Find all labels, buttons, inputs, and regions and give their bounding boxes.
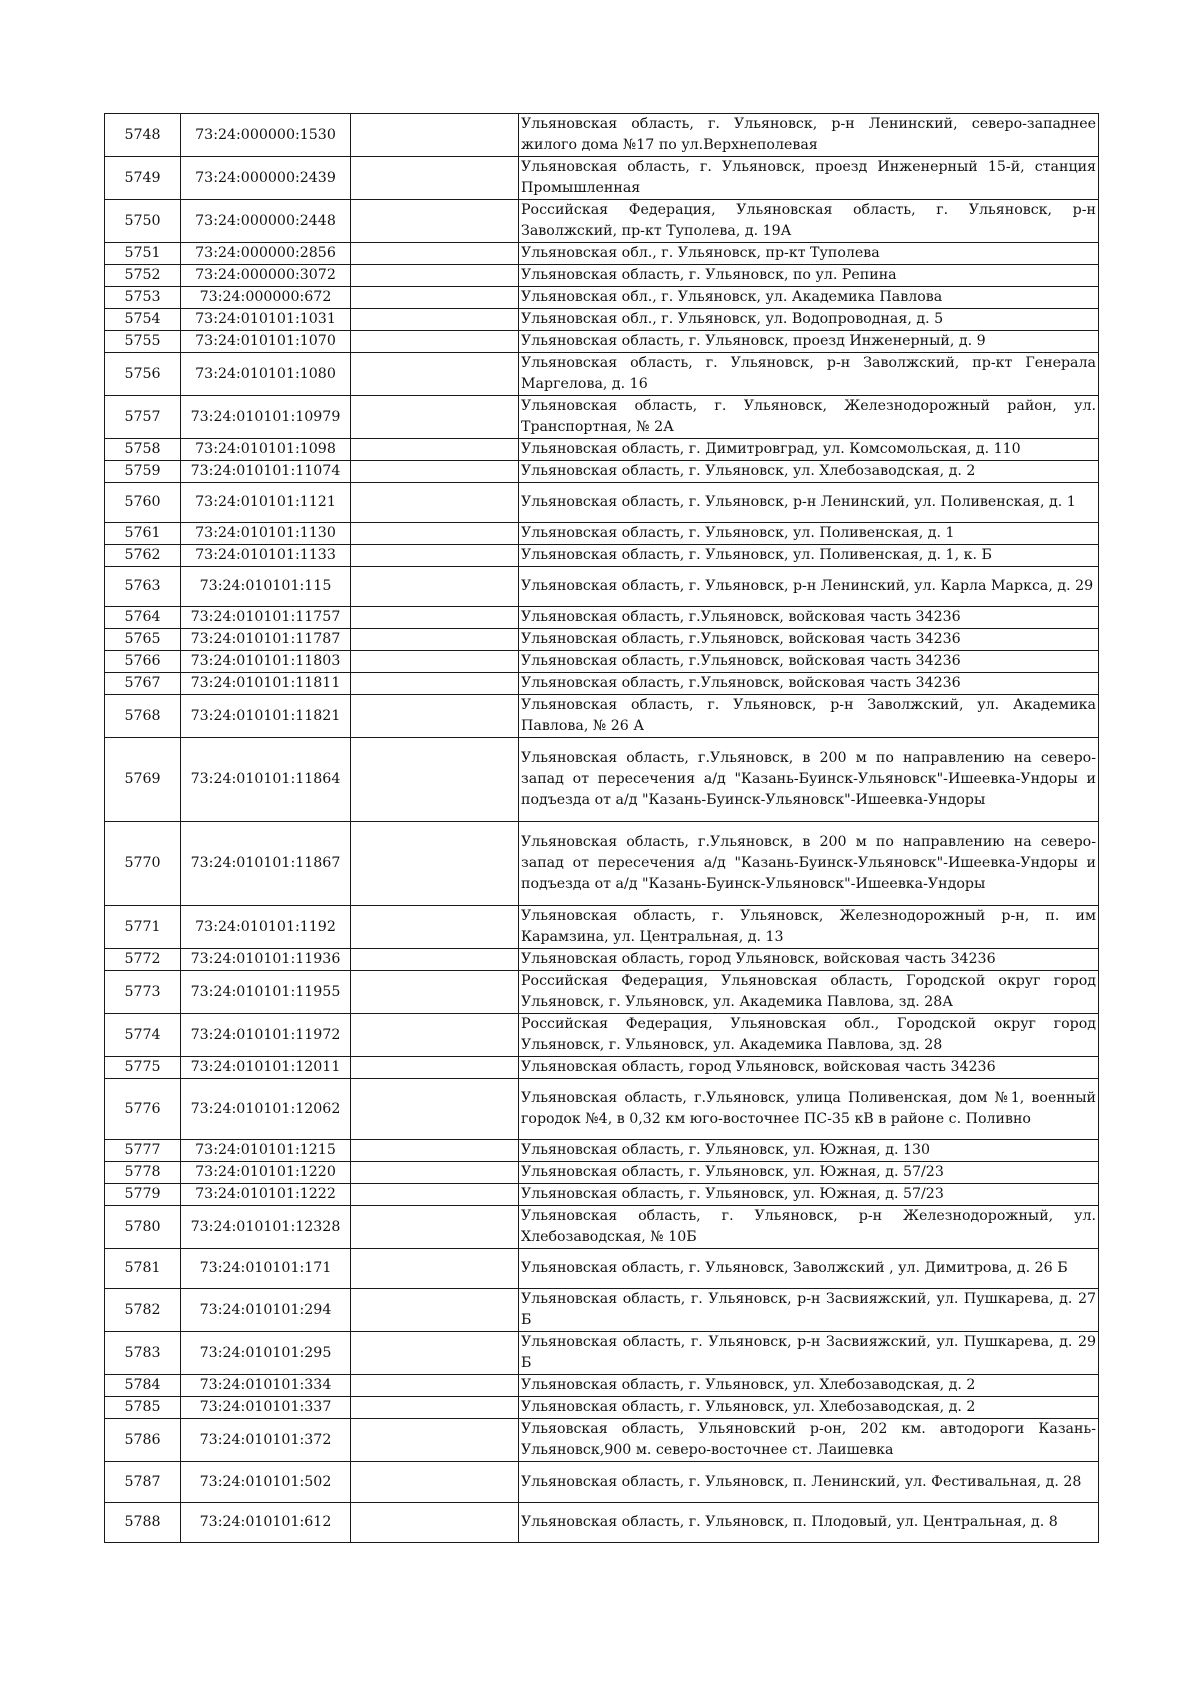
cadastral-number: 73:24:010101:612 (181, 1503, 351, 1543)
table-row (105, 200, 1099, 243)
empty-cell (351, 1057, 519, 1079)
row-number: 5781 (105, 1249, 181, 1289)
row-number: 5753 (105, 287, 181, 309)
cadastral-number: 73:24:010101:11867 (181, 822, 351, 906)
cadastral-number: 73:24:010101:1215 (181, 1140, 351, 1162)
row-number: 5778 (105, 1162, 181, 1184)
address: Российская Федерация, Ульяновская область, Городской округ город Ульяновск, г. Ульяновск, ул. Академика Павлова, зд. 28А (519, 971, 1099, 1014)
table-row (105, 1375, 1099, 1397)
address: Ульяновская область, г. Ульяновск, Заволжский , ул. Димитрова, д. 26 Б (519, 1249, 1099, 1289)
table-row (105, 243, 1099, 265)
cadastral-number: 73:24:010101:12011 (181, 1057, 351, 1079)
empty-cell (351, 567, 519, 607)
row-number: 5787 (105, 1462, 181, 1503)
empty-cell (351, 949, 519, 971)
empty-cell (351, 906, 519, 949)
row-number: 5769 (105, 738, 181, 822)
empty-cell (351, 461, 519, 483)
address: Ульяовская область, Ульяновский р-он, 202 км. автодороги Казань-Ульяновск,900 м. северо-восточнее ст. Лаишевка (519, 1419, 1099, 1462)
address: Ульяновская область, г. Ульяновск, по ул. Репина (519, 265, 1099, 287)
empty-cell (351, 738, 519, 822)
row-number: 5784 (105, 1375, 181, 1397)
table-row (105, 949, 1099, 971)
cadastral-number: 73:24:010101:11864 (181, 738, 351, 822)
row-number: 5763 (105, 567, 181, 607)
address: Ульяновская область, г. Ульяновск, р-н Заволжский, пр-кт Генерала Маргелова, д. 16 (519, 353, 1099, 396)
address: Ульяновская область, г. Ульяновск, ул. Поливенская, д. 1 (519, 523, 1099, 545)
row-number: 5780 (105, 1206, 181, 1249)
address: Ульяновская область, г. Ульяновск, р-н Засвияжский, ул. Пушкарева, д. 29 Б (519, 1332, 1099, 1375)
address: Ульяновская область, г.Ульяновск, войсковая часть 34236 (519, 607, 1099, 629)
address: Ульяновская область, г. Ульяновск, р-н Засвияжский, ул. Пушкарева, д. 27 Б (519, 1289, 1099, 1332)
table-row (105, 461, 1099, 483)
cadastral-number: 73:24:010101:1192 (181, 906, 351, 949)
table-row (105, 695, 1099, 738)
cadastral-number: 73:24:010101:372 (181, 1419, 351, 1462)
cadastral-number: 73:24:010101:1130 (181, 523, 351, 545)
empty-cell (351, 673, 519, 695)
cadastral-number: 73:24:010101:11821 (181, 695, 351, 738)
table-row (105, 1249, 1099, 1289)
address: Ульяновская область, г. Ульяновск, р-н Ленинский, северо-западнее жилого дома №17 по ул.Верхнеполевая (519, 114, 1099, 157)
address: Ульяновская область, г. Ульяновск, ул. Поливенская, д. 1, к. Б (519, 545, 1099, 567)
table-row (105, 1162, 1099, 1184)
table-row (105, 822, 1099, 906)
address: Ульяновская область, г.Ульяновск, в 200 м по направлению на северо-запад от пересечения а/д "Казань-Буинск-Ульяновск"-Ишеевка-Ундоры и подъезда от а/д "Казань-Буинск-Ульяновск"-Ишеевка-Ундоры (519, 822, 1099, 906)
cadastral-number: 73:24:010101:1070 (181, 331, 351, 353)
cadastral-number: 73:24:010101:1222 (181, 1184, 351, 1206)
empty-cell (351, 1140, 519, 1162)
row-number: 5750 (105, 200, 181, 243)
address: Ульяновская область, г. Ульяновск, р-н Ленинский, ул. Поливенская, д. 1 (519, 483, 1099, 523)
row-number: 5759 (105, 461, 181, 483)
address: Ульяновская область, г.Ульяновск, в 200 м по направлению на северо-запад от пересечения а/д "Казань-Буинск-Ульяновск"-Ишеевка-Ундоры и подъезда от а/д "Казань-Буинск-Ульяновск"-Ишеевка-Ундоры (519, 738, 1099, 822)
empty-cell (351, 1375, 519, 1397)
row-number: 5773 (105, 971, 181, 1014)
row-number: 5772 (105, 949, 181, 971)
table-row (105, 673, 1099, 695)
row-number: 5775 (105, 1057, 181, 1079)
address: Ульяновская область, г. Ульяновск, р-н Ленинский, ул. Карла Маркса, д. 29 (519, 567, 1099, 607)
cadastral-number: 73:24:010101:11811 (181, 673, 351, 695)
address: Российская Федерация, Ульяновская область, г. Ульяновск, р-н Заволжский, пр-кт Туполева, д. 19А (519, 200, 1099, 243)
empty-cell (351, 607, 519, 629)
address: Ульяновская область, г. Ульяновск, ул. Южная, д. 57/23 (519, 1162, 1099, 1184)
empty-cell (351, 1503, 519, 1543)
table-row (105, 523, 1099, 545)
address: Ульяновская область, г. Ульяновск, ул. Хлебозаводская, д. 2 (519, 1375, 1099, 1397)
cadastral-number: 73:24:010101:502 (181, 1462, 351, 1503)
row-number: 5767 (105, 673, 181, 695)
cadastral-number: 73:24:010101:1133 (181, 545, 351, 567)
empty-cell (351, 971, 519, 1014)
table-row (105, 1332, 1099, 1375)
address: Ульяновская область, г. Ульяновск, Железнодорожный район, ул. Транспортная, № 2А (519, 396, 1099, 439)
table-row (105, 607, 1099, 629)
row-number: 5755 (105, 331, 181, 353)
cadastral-number: 73:24:000000:2448 (181, 200, 351, 243)
table-row (105, 396, 1099, 439)
row-number: 5748 (105, 114, 181, 157)
table-row (105, 567, 1099, 607)
empty-cell (351, 287, 519, 309)
empty-cell (351, 353, 519, 396)
empty-cell (351, 1249, 519, 1289)
row-number: 5761 (105, 523, 181, 545)
address: Ульяновская область, г.Ульяновск, войсковая часть 34236 (519, 673, 1099, 695)
table-row (105, 1057, 1099, 1079)
row-number: 5756 (105, 353, 181, 396)
row-number: 5754 (105, 309, 181, 331)
address: Ульяновская область, г.Ульяновск, улица Поливенская, дом №1, военный городок №4, в 0,32 км юго-восточнее ПС-35 кВ в районе с. Поливно (519, 1079, 1099, 1140)
cadastral-number: 73:24:010101:1220 (181, 1162, 351, 1184)
table-row (105, 1419, 1099, 1462)
cadastral-number: 73:24:010101:11803 (181, 651, 351, 673)
row-number: 5771 (105, 906, 181, 949)
table-row (105, 738, 1099, 822)
empty-cell (351, 331, 519, 353)
row-number: 5758 (105, 439, 181, 461)
cadastral-number: 73:24:000000:3072 (181, 265, 351, 287)
row-number: 5779 (105, 1184, 181, 1206)
address: Ульяновская область, г. Ульяновск, ул. Хлебозаводская, д. 2 (519, 461, 1099, 483)
row-number: 5783 (105, 1332, 181, 1375)
table-row (105, 353, 1099, 396)
empty-cell (351, 1419, 519, 1462)
table-row (105, 114, 1099, 157)
empty-cell (351, 200, 519, 243)
empty-cell (351, 309, 519, 331)
cadastral-number: 73:24:010101:11955 (181, 971, 351, 1014)
cadastral-number: 73:24:010101:12328 (181, 1206, 351, 1249)
table-row (105, 545, 1099, 567)
cadastral-number: 73:24:010101:11757 (181, 607, 351, 629)
row-number: 5777 (105, 1140, 181, 1162)
row-number: 5776 (105, 1079, 181, 1140)
row-number: 5788 (105, 1503, 181, 1543)
cadastral-number: 73:24:010101:1031 (181, 309, 351, 331)
cadastral-number: 73:24:010101:294 (181, 1289, 351, 1332)
empty-cell (351, 523, 519, 545)
address: Ульяновская область, г. Ульяновск, ул. Южная, д. 57/23 (519, 1184, 1099, 1206)
row-number: 5760 (105, 483, 181, 523)
address: Российская Федерация, Ульяновская обл., Городской округ город Ульяновск, г. Ульяновск, ул. Академика Павлова, зд. 28 (519, 1014, 1099, 1057)
empty-cell (351, 114, 519, 157)
empty-cell (351, 1397, 519, 1419)
table-row (105, 651, 1099, 673)
cadastral-number: 73:24:000000:2856 (181, 243, 351, 265)
table-row (105, 265, 1099, 287)
table-row (105, 1289, 1099, 1332)
empty-cell (351, 822, 519, 906)
table-row (105, 1140, 1099, 1162)
empty-cell (351, 545, 519, 567)
cadastral-number: 73:24:010101:295 (181, 1332, 351, 1375)
cadastral-number: 73:24:000000:2439 (181, 157, 351, 200)
empty-cell (351, 1332, 519, 1375)
empty-cell (351, 439, 519, 461)
row-number: 5774 (105, 1014, 181, 1057)
table-row (105, 906, 1099, 949)
address: Ульяновская область, г. Ульяновск, п. Ленинский, ул. Фестивальная, д. 28 (519, 1462, 1099, 1503)
address: Ульяновская обл., г. Ульяновск, пр-кт Туполева (519, 243, 1099, 265)
empty-cell (351, 1184, 519, 1206)
empty-cell (351, 1079, 519, 1140)
table-row (105, 1184, 1099, 1206)
table-row (105, 439, 1099, 461)
table-row (105, 971, 1099, 1014)
address: Ульяновская обл., г. Ульяновск, ул. Водопроводная, д. 5 (519, 309, 1099, 331)
cadastral-number: 73:24:010101:334 (181, 1375, 351, 1397)
empty-cell (351, 1162, 519, 1184)
address: Ульяновская обл., г. Ульяновск, ул. Академика Павлова (519, 287, 1099, 309)
address: Ульяновская область, город Ульяновск, войсковая часть 34236 (519, 1057, 1099, 1079)
cadastral-number: 73:24:010101:1098 (181, 439, 351, 461)
table-row (105, 309, 1099, 331)
row-number: 5785 (105, 1397, 181, 1419)
table-row (105, 287, 1099, 309)
address: Ульяновская область, г.Ульяновск, войсковая часть 34236 (519, 651, 1099, 673)
row-number: 5786 (105, 1419, 181, 1462)
cadastral-number: 73:24:010101:337 (181, 1397, 351, 1419)
address: Ульяновская область, город Ульяновск, войсковая часть 34236 (519, 949, 1099, 971)
cadastral-number: 73:24:010101:11787 (181, 629, 351, 651)
address: Ульяновская область, г. Ульяновск, проезд Инженерный 15-й, станция Промышленная (519, 157, 1099, 200)
cadastral-number: 73:24:010101:115 (181, 567, 351, 607)
address: Ульяновская область, г. Ульяновск, ул. Хлебозаводская, д. 2 (519, 1397, 1099, 1419)
address: Ульяновская область, г. Ульяновск, Железнодорожный р-н, п. им Карамзина, ул. Центральная, д. 13 (519, 906, 1099, 949)
table-row (105, 1079, 1099, 1140)
cadastral-number: 73:24:010101:1080 (181, 353, 351, 396)
table-row (105, 1503, 1099, 1543)
row-number: 5764 (105, 607, 181, 629)
row-number: 5770 (105, 822, 181, 906)
row-number: 5765 (105, 629, 181, 651)
cadastral-number: 73:24:000000:672 (181, 287, 351, 309)
cadastral-number: 73:24:010101:11936 (181, 949, 351, 971)
property-registry-table (104, 113, 1099, 1543)
row-number: 5762 (105, 545, 181, 567)
row-number: 5752 (105, 265, 181, 287)
empty-cell (351, 651, 519, 673)
empty-cell (351, 1014, 519, 1057)
address: Ульяновская область, г. Ульяновск, проезд Инженерный, д. 9 (519, 331, 1099, 353)
empty-cell (351, 265, 519, 287)
empty-cell (351, 1206, 519, 1249)
address: Ульяновская область, г.Ульяновск, войсковая часть 34236 (519, 629, 1099, 651)
row-number: 5768 (105, 695, 181, 738)
registry-table-body (105, 114, 1099, 1543)
cadastral-number: 73:24:010101:171 (181, 1249, 351, 1289)
cadastral-number: 73:24:010101:11972 (181, 1014, 351, 1057)
address: Ульяновская область, г. Ульяновск, ул. Южная, д. 130 (519, 1140, 1099, 1162)
row-number: 5766 (105, 651, 181, 673)
table-row (105, 331, 1099, 353)
cadastral-number: 73:24:010101:1121 (181, 483, 351, 523)
empty-cell (351, 695, 519, 738)
table-row (105, 1014, 1099, 1057)
table-row (105, 1397, 1099, 1419)
cadastral-number: 73:24:010101:10979 (181, 396, 351, 439)
address: Ульяновская область, г. Димитровград, ул. Комсомольская, д. 110 (519, 439, 1099, 461)
empty-cell (351, 396, 519, 439)
cadastral-number: 73:24:010101:12062 (181, 1079, 351, 1140)
row-number: 5751 (105, 243, 181, 265)
cadastral-number: 73:24:000000:1530 (181, 114, 351, 157)
row-number: 5749 (105, 157, 181, 200)
empty-cell (351, 629, 519, 651)
table-row (105, 1206, 1099, 1249)
table-row (105, 1462, 1099, 1503)
table-row (105, 157, 1099, 200)
empty-cell (351, 1289, 519, 1332)
table-row (105, 629, 1099, 651)
table-row (105, 483, 1099, 523)
empty-cell (351, 243, 519, 265)
empty-cell (351, 483, 519, 523)
address: Ульяновская область, г. Ульяновск, р-н Заволжский, ул. Академика Павлова, № 26 А (519, 695, 1099, 738)
empty-cell (351, 1462, 519, 1503)
row-number: 5782 (105, 1289, 181, 1332)
cadastral-number: 73:24:010101:11074 (181, 461, 351, 483)
row-number: 5757 (105, 396, 181, 439)
address: Ульяновская область, г. Ульяновск, п. Плодовый, ул. Центральная, д. 8 (519, 1503, 1099, 1543)
address: Ульяновская область, г. Ульяновск, р-н Железнодорожный, ул. Хлебозаводская, № 10Б (519, 1206, 1099, 1249)
empty-cell (351, 157, 519, 200)
